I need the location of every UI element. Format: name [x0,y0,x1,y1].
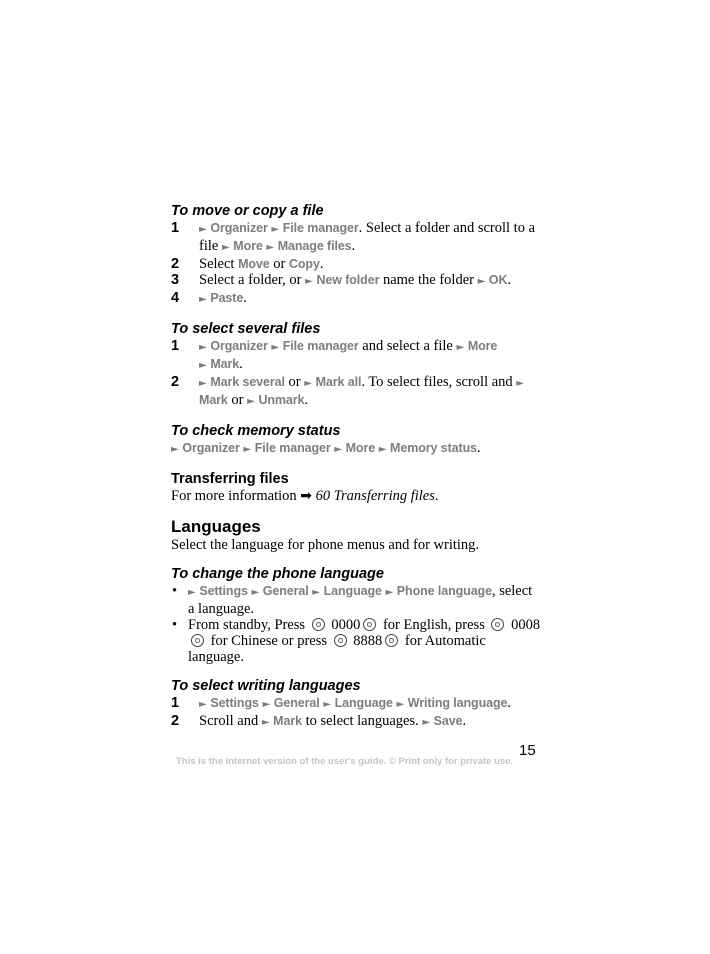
list-item: • ► Settings ► General ► Language ► Phone language, select a language. [172,583,533,617]
menu-more: More [233,239,263,253]
arrow-icon: ► [243,444,252,455]
heading-transferring-files: Transferring files [171,471,289,487]
joystick-right-icon [363,618,376,631]
arrow-icon: ► [247,396,255,407]
step-number: 4 [171,290,180,306]
page-number: 15 [519,742,536,759]
joystick-right-icon [385,634,398,647]
menu-more: More [345,441,376,455]
memory-status-path: ► Organizer ► File manager ► More ► Memory status. [171,440,481,456]
menu-file-manager: File manager [254,441,331,455]
footer-notice: This is the Internet version of the user's guide. © Print only for private use. [176,756,514,767]
arrow-icon: ► [251,587,260,598]
arrow-icon: ► [271,342,280,353]
heading-memory-status: To check memory status [171,423,341,439]
arrow-icon: ► [305,276,313,287]
joystick-left-icon [491,618,504,631]
step: 1 ► Organizer ► File manager. Select a folder and scroll to a file ► More ► Manage files. [171,220,536,254]
menu-mark: Mark [273,714,302,728]
heading-languages: Languages [171,517,261,536]
joystick-left-icon [312,618,325,631]
menu-unmark: Unmark [258,393,305,407]
menu-organizer: Organizer [182,441,240,455]
arrow-icon: ► [456,342,465,353]
joystick-left-icon [334,634,347,647]
menu-settings: Settings [199,584,248,598]
arrow-icon: ► [271,224,280,235]
step: 1 ► Organizer ► File manager and select a file ► More ► Mark. [171,338,498,372]
menu-general: General [262,584,309,598]
menu-mark-several: Mark several [210,375,285,389]
menu-save: Save [433,714,463,728]
joystick-right-icon [191,634,204,647]
page-content [171,203,541,731]
heading-select-writing-languages: To select writing languages [171,678,361,694]
arrow-icon: ► [262,699,271,710]
arrow-icon: ► [261,717,270,728]
arrow-icon: ► [312,587,320,598]
arrow-icon: ► [516,378,524,389]
menu-mark: Mark [210,357,240,371]
step-number: 1 [171,220,180,236]
menu-language: Language [323,584,382,598]
step: 1 ► Settings ► General ► Language ► Writing language. [171,695,511,711]
arrow-icon: ► [385,587,394,598]
heading-move-copy: To move or copy a file [171,203,324,219]
step: 2 Select Move or Copy. [171,256,324,272]
arrow-icon: ► [266,242,275,253]
step: 2 ► Mark several or ► Mark all. To select files, scroll and ► Mark or ► Unmark. [171,374,524,408]
menu-writing-language: Writing language [407,696,508,710]
arrow-icon: ► [422,717,431,728]
menu-file-manager: File manager [282,339,359,353]
menu-move: Move [238,257,270,271]
arrow-icon: ► [171,444,179,455]
heading-change-phone-language: To change the phone language [171,566,384,582]
arrow-icon: ► [323,699,331,710]
menu-manage-files: Manage files [277,239,352,253]
cross-reference: 60 Transferring files [315,488,435,504]
bullet: • [172,583,178,599]
menu-memory-status: Memory status [390,441,477,455]
step: 3 Select a folder, or ► New folder name the folder ► OK. [171,272,512,288]
arrow-icon: ► [304,378,312,389]
arrow-icon: ► [199,378,207,389]
step-number: 3 [171,272,180,288]
menu-paste: Paste [210,291,244,305]
arrow-icon: ► [477,276,486,287]
transferring-files-text: For more information ➡ 60 Transferring files. [171,488,439,504]
arrow-icon: ► [396,699,405,710]
menu-phone-language: Phone language [396,584,492,598]
bullet: • [172,617,178,633]
menu-file-manager: File manager [282,221,359,235]
menu-organizer: Organizer [210,221,268,235]
step-number: 2 [171,256,180,272]
step: 4 ► Paste. [171,290,247,306]
step: 2 Scroll and ► Mark to select languages. ► Save. [171,713,467,729]
arrow-icon: ► [199,342,207,353]
menu-mark-all: Mark all [315,375,362,389]
step-number: 1 [171,695,180,711]
arrow-icon: ► [221,242,230,253]
menu-settings: Settings [210,696,259,710]
menu-more: More [467,339,498,353]
menu-general: General [273,696,320,710]
arrow-icon: ► [199,360,207,371]
menu-copy: Copy [288,257,320,271]
arrow-icon: ► [378,444,387,455]
arrow-icon: ► [199,294,207,305]
menu-ok: OK [488,273,508,287]
step-number: 2 [171,713,180,729]
menu-new-folder: New folder [316,273,380,287]
heading-select-several: To select several files [171,321,321,337]
list-item: • From standby, Press 0000 for English, press 0008 for Chinese or press 8888 for Automatic language. [172,617,541,665]
arrow-icon: ► [199,699,207,710]
reference-arrow-icon: ➡ [300,488,313,504]
menu-language: Language [334,696,393,710]
languages-text: Select the language for phone menus and for writing. [171,537,480,553]
menu-mark: Mark [199,393,228,407]
arrow-icon: ► [334,444,342,455]
arrow-icon: ► [199,224,207,235]
step-number: 2 [171,374,180,390]
menu-organizer: Organizer [210,339,268,353]
arrow-icon: ► [188,587,196,598]
step-number: 1 [171,338,180,354]
